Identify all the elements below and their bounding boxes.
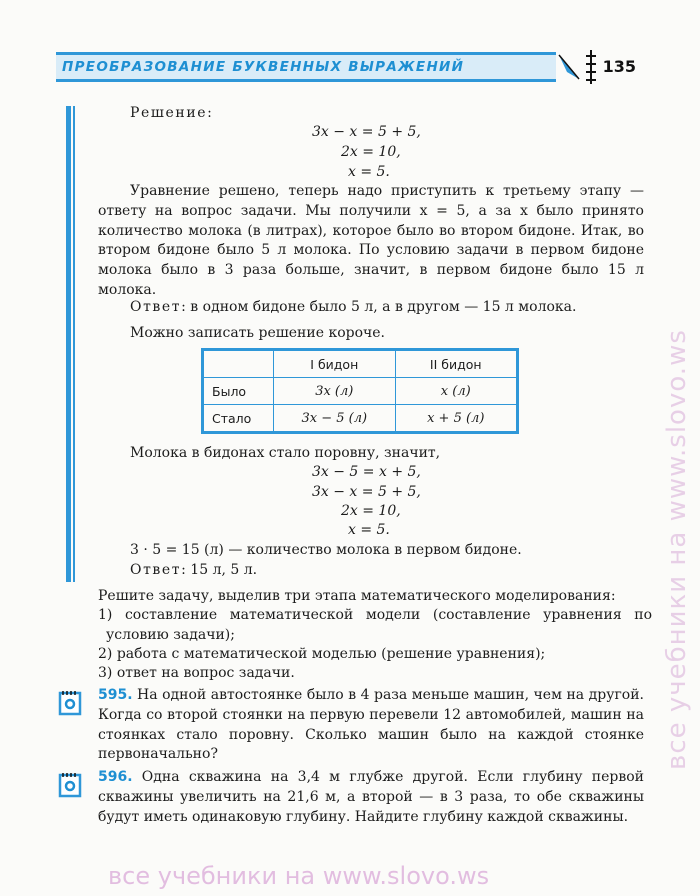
task-number: 595.	[98, 687, 133, 703]
equation-line: 3x − x = 5 + 5,	[312, 484, 421, 500]
solution-paragraph: Уравнение решено, теперь надо приступить к третьему этапу — ответу на вопрос задачи. Мы получили x = 5, а за x было принято количество молока (в литрах), которое было во втором бидоне. Итак, во втором бидоне было 5 л молока. По условию задачи в первом бидоне молока было в 3 раза больше, значит, в первом бидоне было 15 л молока.	[98, 183, 644, 298]
answer-label: Ответ	[130, 562, 182, 578]
solution-table	[201, 348, 519, 434]
answer-line	[130, 298, 576, 317]
task-595	[98, 686, 644, 765]
solution2-intro: Молока в бидонах стало поровну, значит,	[130, 445, 441, 461]
task-text: Одна скважина на 3,4 м глубже другой. Если глубину первой скважины увеличить на 21,6 м, а второй — в 3 раза, то обе скважины будут иметь одинаковую глубину. Найдите глубину каждой скважины.	[98, 769, 645, 825]
equation-line: 3x − 5 = x + 5,	[312, 464, 421, 480]
short-solution-intro: Можно записать решение короче.	[130, 325, 386, 341]
equation-line: 2x = 10,	[341, 503, 401, 519]
table-cell: 3x − 5 (л)	[274, 405, 395, 433]
table-header-cell	[203, 350, 274, 378]
table-header-cell: II бидон	[395, 350, 518, 378]
bottom-watermark: все учебники на www.slovo.ws	[108, 862, 490, 890]
table-row	[203, 378, 518, 405]
calc-line: 3 · 5 = 15 (л) — количество молока в первом бидоне.	[130, 542, 522, 558]
stages-intro: Решите задачу, выделив три этапа математического моделирования:	[98, 588, 616, 604]
table-row-label: Стало	[203, 405, 274, 433]
stage-item: 2) работа с математической моделью (решение уравнения);	[98, 646, 546, 662]
table-header-cell: I бидон	[274, 350, 395, 378]
table-cell: 3x (л)	[274, 378, 395, 405]
answer-text: : 15 л, 5 л.	[181, 562, 258, 578]
stage-item: 3) ответ на вопрос задачи.	[98, 665, 295, 681]
task-icon	[58, 772, 82, 798]
table-row	[203, 405, 518, 433]
answer-label: Ответ	[130, 299, 182, 315]
equation-line: x = 5.	[348, 164, 390, 180]
chapter-title: ПРЕОБРАЗОВАНИЕ БУКВЕННЫХ ВЫРАЖЕНИЙ	[62, 59, 465, 75]
margin-bar-thin	[73, 106, 75, 582]
page-number: 135	[602, 57, 636, 76]
equation-line: x = 5.	[348, 522, 390, 538]
page-marker-icon	[557, 52, 581, 82]
task-icon	[58, 690, 82, 716]
solution-heading: Решение:	[130, 105, 214, 121]
margin-bar	[66, 106, 71, 582]
table-cell: x + 5 (л)	[395, 405, 518, 433]
table-header-row	[203, 350, 518, 378]
equation-line: 3x − x = 5 + 5,	[312, 124, 421, 140]
table-row-label: Было	[203, 378, 274, 405]
page-header	[56, 52, 642, 82]
answer-text: : в одном бидоне было 5 л, а в другом — 15 л молока.	[181, 299, 577, 315]
task-text: На одной автостоянке было в 4 раза меньше машин, чем на другой. Когда со второй стоянки на первую перевели 12 автомобилей, машин на стоянках стало поровну. Сколько машин было на каждой стоянке первоначально?	[98, 687, 644, 763]
spiral-binding-icon	[584, 50, 598, 84]
task-number: 596.	[98, 769, 133, 785]
stage-item: 1) составление математической модели (составление уравнения по условию задачи);	[98, 607, 652, 643]
table-cell: x (л)	[395, 378, 518, 405]
answer-line	[130, 561, 257, 580]
side-watermark: все учебники на www.slovo.ws	[662, 329, 692, 770]
task-596	[98, 768, 644, 827]
equation-line: 2x = 10,	[341, 144, 401, 160]
